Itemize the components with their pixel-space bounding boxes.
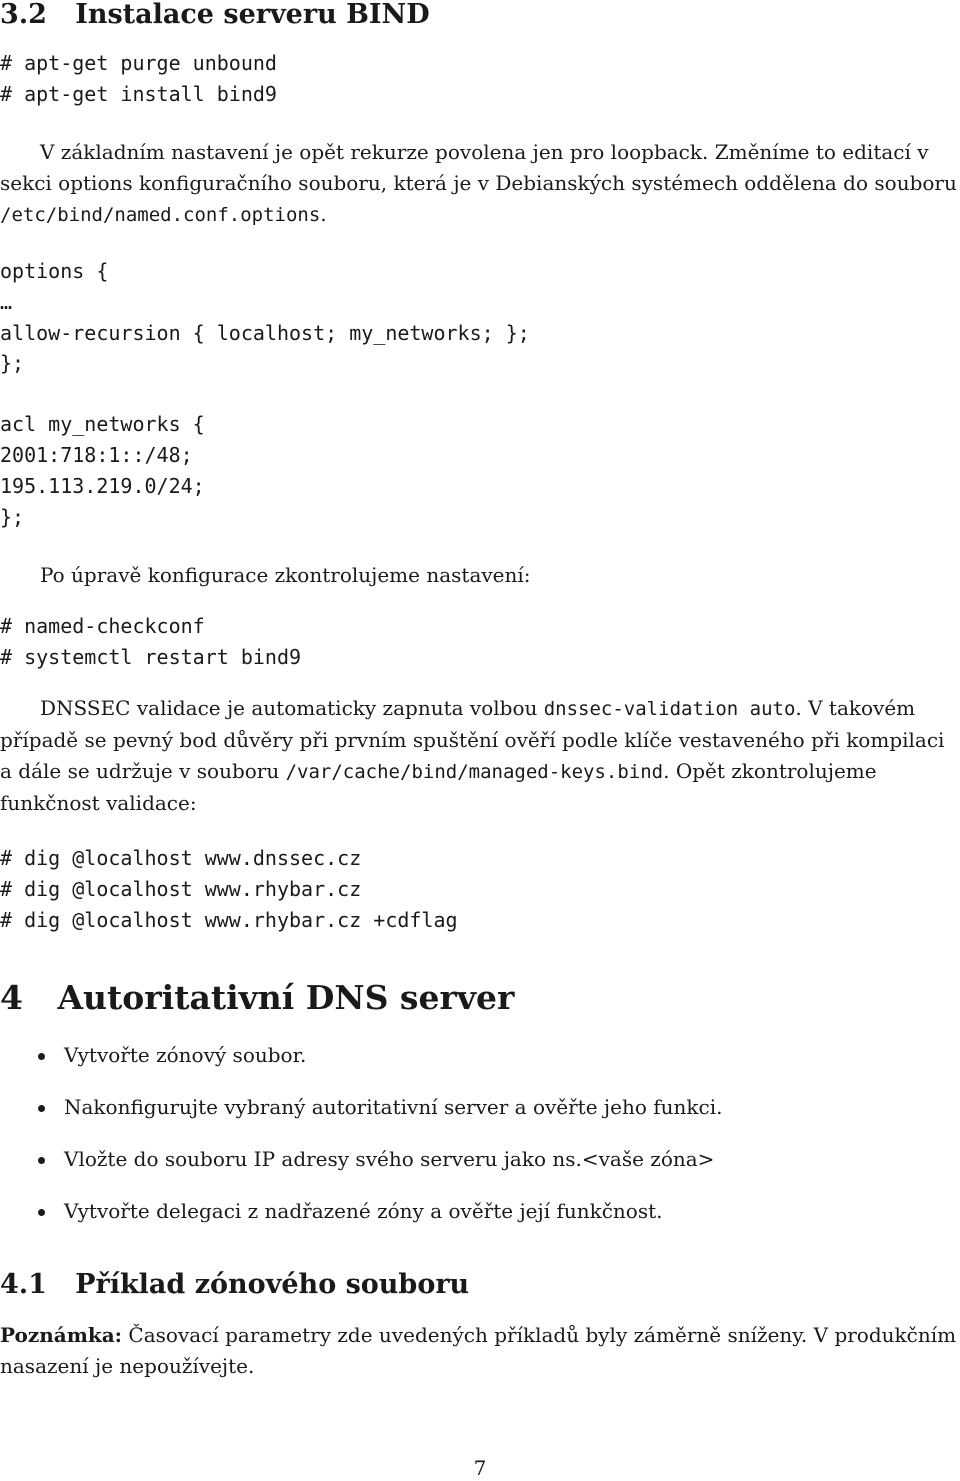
config-line: 2001:718:1::/48; — [0, 443, 193, 467]
paragraph-end: . — [320, 202, 327, 226]
install-command-1: # apt-get purge unbound — [0, 51, 277, 75]
config-line: … — [0, 290, 13, 314]
list-item — [0, 1092, 960, 1144]
paragraph-text: . Opět zkontrolujeme funkčnost validace: — [0, 759, 877, 815]
config-line: acl my_networks { — [0, 412, 205, 436]
task-list — [0, 1040, 960, 1248]
note-text: Časovací parametry zde uvedených příkladů byly záměrně sníženy. V produkčním nasazení je nepoužívejte. — [0, 1323, 957, 1378]
bullet-icon — [38, 1105, 45, 1112]
config-line: options { — [0, 259, 109, 283]
dig-command-3: # dig @localhost www.rhybar.cz +cdflag — [0, 908, 458, 932]
config-line: 195.113.219.0/24; — [0, 474, 205, 498]
section-title: Autoritativní DNS server — [57, 978, 515, 1017]
section-heading-3-2 — [0, 0, 430, 30]
dig-command-2: # dig @localhost www.rhybar.cz — [0, 877, 362, 901]
note-paragraph — [0, 1320, 960, 1382]
managed-keys-path: /var/cache/bind/managed-keys.bind — [285, 761, 664, 783]
list-item — [0, 1040, 960, 1092]
bullet-icon — [38, 1209, 45, 1216]
dnssec-option: dnssec-validation auto — [543, 698, 796, 720]
config-line: allow-recursion { localhost; my_networks; }; — [0, 321, 530, 345]
note-label: Poznámka: — [0, 1323, 123, 1347]
config-line: }; — [0, 505, 25, 529]
bullet-icon — [38, 1053, 45, 1060]
config-path: /etc/bind/named.conf.options — [0, 204, 321, 226]
section-number: 3.2 — [0, 0, 47, 30]
section-title: Instalace serveru BIND — [75, 0, 430, 30]
dnssec-paragraph — [0, 693, 960, 819]
list-item-text: Vytvořte zónový soubor. — [64, 1043, 307, 1067]
section-number: 4 — [0, 978, 23, 1017]
check-command-1: # named-checkconf — [0, 614, 205, 638]
recursion-paragraph — [0, 137, 960, 231]
list-item — [0, 1196, 960, 1248]
install-command-2: # apt-get install bind9 — [0, 82, 277, 106]
paragraph-text: DNSSEC validace je automaticky zapnuta volbou — [40, 696, 544, 720]
section-heading-4 — [0, 980, 514, 1016]
section-heading-4-1 — [0, 1270, 469, 1300]
list-item-text: Nakonfigurujte vybraný autoritativní server a ověřte jeho funkci. — [64, 1095, 723, 1119]
section-number: 4.1 — [0, 1269, 47, 1300]
bullet-icon — [38, 1157, 45, 1164]
list-item-text: Vytvořte delegaci z nadřazené zóny a ověřte její funkčnost. — [64, 1199, 663, 1223]
paragraph-text: . V takovém případě se pevný bod důvěry při prvním spuštění ověří podle klíče vestaveného při kompilaci a dále se udržuje v souboru — [0, 696, 945, 783]
check-command-2: # systemctl restart bind9 — [0, 645, 302, 669]
config-line: }; — [0, 351, 25, 375]
check-paragraph: Po úpravě konfigurace zkontrolujeme nastavení: — [40, 563, 531, 587]
page-number: 7 — [473, 1456, 487, 1480]
section-title: Příklad zónového souboru — [75, 1269, 470, 1300]
dig-command-1: # dig @localhost www.dnssec.cz — [0, 846, 362, 870]
paragraph-text: V základním nastavení je opět rekurze povolena jen pro loopback. Změníme to editací v sekci options konfiguračního souboru, která je v Debianských systémech oddělena do souboru — [0, 140, 957, 195]
list-item-text: Vložte do souboru IP adresy svého serveru jako ns.<vaše zóna> — [64, 1147, 715, 1171]
list-item — [0, 1144, 960, 1196]
